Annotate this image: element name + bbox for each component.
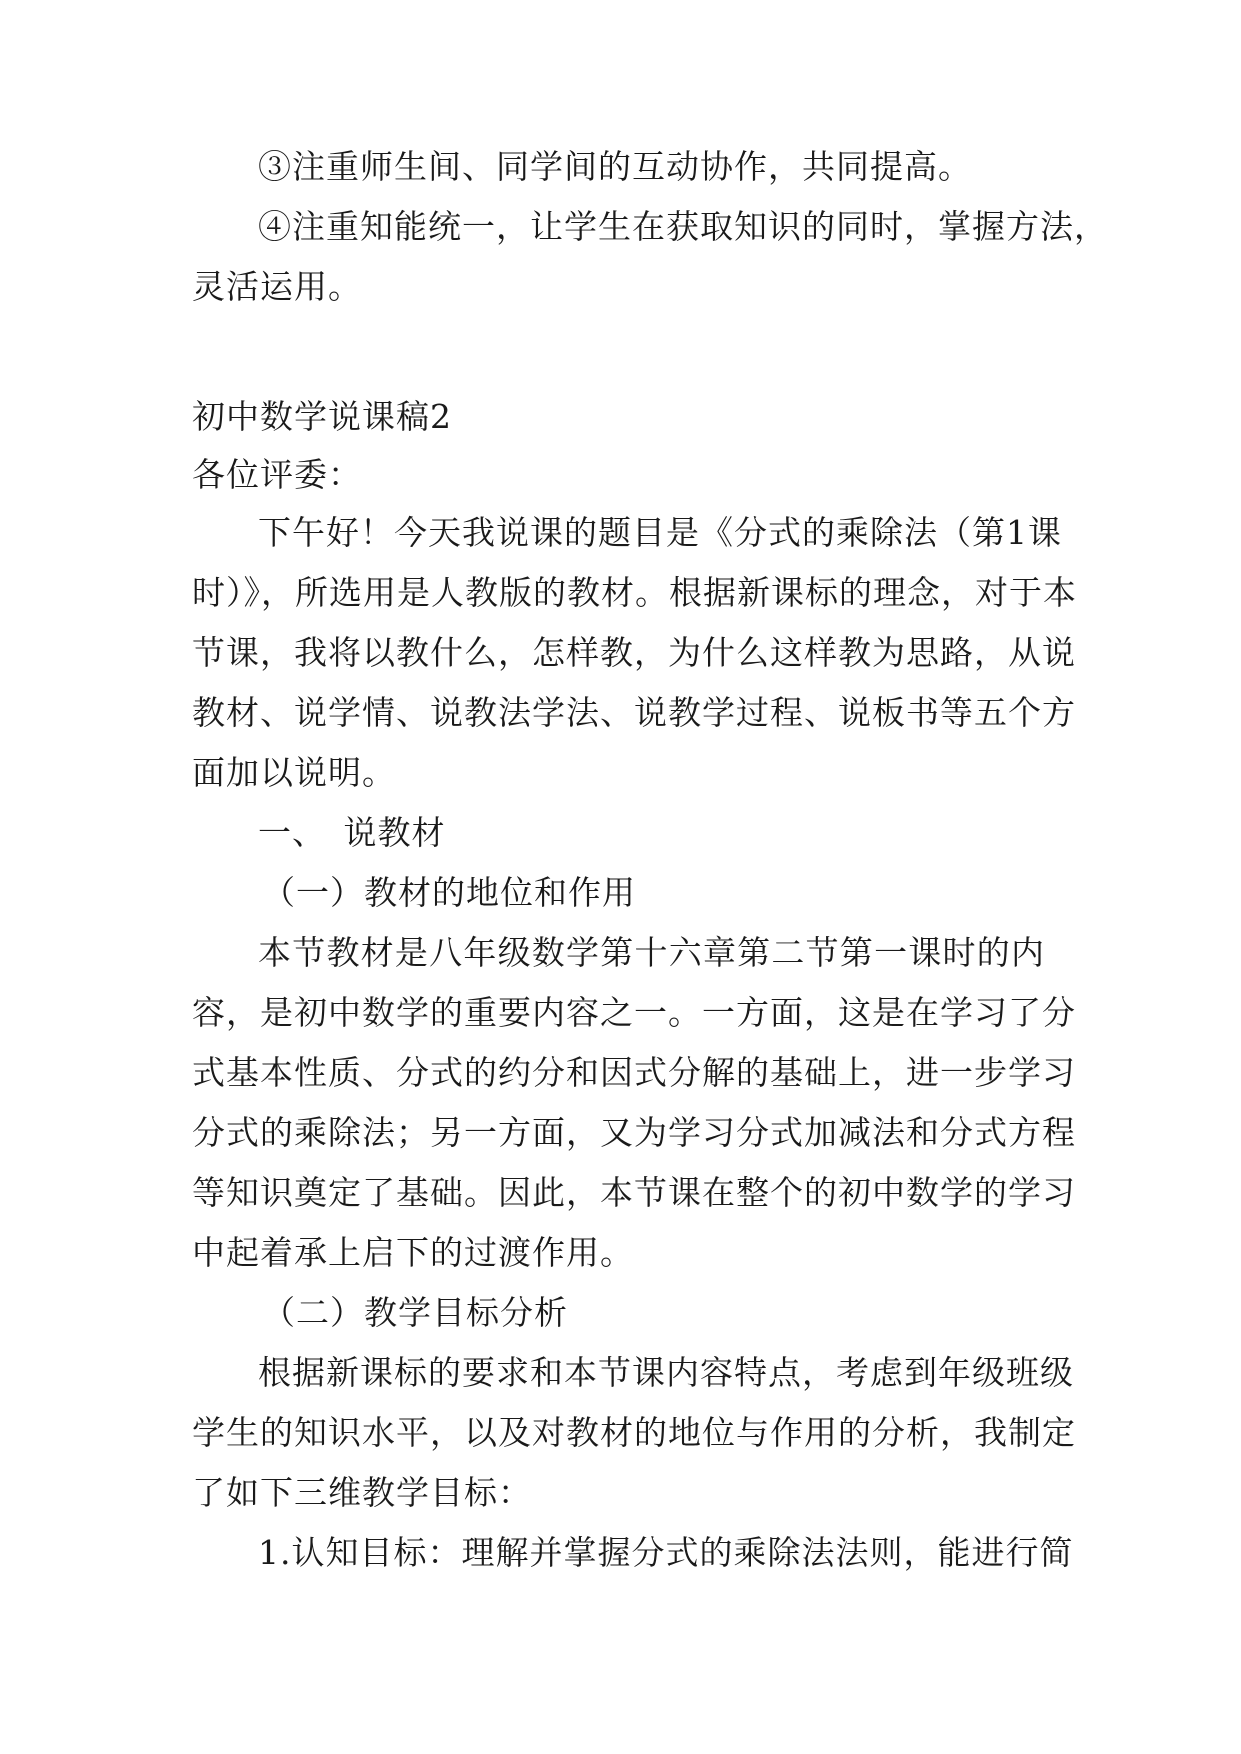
text-line: 学生的知识水平，以及对教材的地位与作用的分析，我制定 (192, 1413, 1076, 1452)
heading-level-2: （一）教材的地位和作用 (262, 873, 636, 912)
heading-level-2: （二）教学目标分析 (262, 1293, 568, 1332)
text-line: 式基本性质、分式的约分和因式分解的基础上，进一步学习 (192, 1053, 1076, 1092)
text-line: 时）》，所选用是人教版的教材。根据新课标的理念，对于本 (192, 573, 1077, 612)
text-line: 容，是初中数学的重要内容之一。一方面，这是在学习了分 (192, 993, 1076, 1032)
salutation: 各位评委： (192, 455, 362, 494)
text-line: 节课，我将以教什么，怎样教，为什么这样教为思路，从说 (192, 633, 1076, 672)
heading-level-1: 一、 说教材 (258, 813, 446, 852)
text-line: ③注重师生间、同学间的互动协作，共同提高。 (258, 147, 972, 186)
text-line: 等知识奠定了基础。因此，本节课在整个的初中数学的学习 (192, 1173, 1076, 1212)
section-title: 初中数学说课稿2 (192, 397, 452, 436)
text-line: 下午好！今天我说课的题目是《分式的乘除法（第1课 (258, 513, 1062, 552)
text-line: 面加以说明。 (192, 753, 396, 792)
text-line: 根据新课标的要求和本节课内容特点，考虑到年级班级 (258, 1353, 1074, 1392)
text-line: ④注重知能统一，让学生在获取知识的同时，掌握方法， (258, 207, 1108, 246)
text-line: 灵活运用。 (192, 267, 362, 306)
text-line: 教材、说学情、说教法学法、说教学过程、说板书等五个方 (192, 693, 1076, 732)
text-line: 中起着承上启下的过渡作用。 (192, 1233, 634, 1272)
text-line: 本节教材是八年级数学第十六章第二节第一课时的内 (258, 933, 1045, 972)
text-line: 1.认知目标：理解并掌握分式的乘除法法则，能进行简 (258, 1533, 1074, 1572)
text-line: 分式的乘除法；另一方面，又为学习分式加减法和分式方程 (192, 1113, 1076, 1152)
text-line: 了如下三维教学目标： (192, 1473, 532, 1512)
